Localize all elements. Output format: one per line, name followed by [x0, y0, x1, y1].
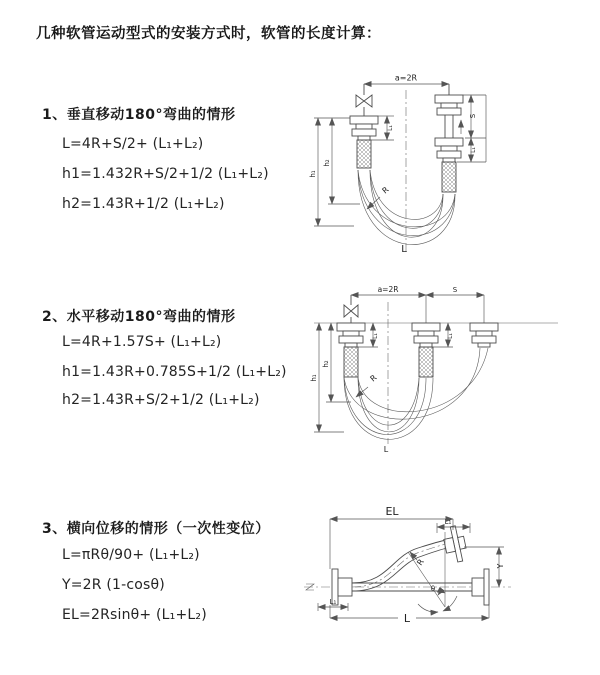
dim-label-l: L: [403, 612, 411, 625]
dim-label-a2r: a=2R: [394, 73, 418, 83]
section2-formula-L: L=4R+1.57S+ (L₁+L₂): [62, 334, 222, 350]
dim-label-s: S: [452, 286, 458, 294]
left-fitting: [350, 116, 378, 168]
dim-label-s: S: [469, 113, 477, 119]
page-title: 几种软管运动型式的安装方式时，软管的长度计算：: [36, 26, 381, 42]
dim-label-h1: h₁: [309, 170, 317, 178]
dim-label-y: Y: [496, 563, 505, 569]
valve-icon: [344, 295, 358, 323]
tilted-flange: [441, 525, 468, 564]
middle-fitting: [412, 323, 440, 377]
section2-heading: 2、水平移动180°弯曲的情形: [42, 309, 236, 325]
diagram-lateral-displacement: [296, 500, 600, 662]
dimension-l1-left: [318, 598, 348, 611]
dim-label-r: R: [368, 373, 379, 384]
section3-formula-L: L=πRθ/90+ (L₁+L₂): [62, 547, 200, 563]
hose-bend-arcs: [358, 170, 455, 245]
dim-label-l1-left: L₁: [372, 333, 379, 339]
dim-label-r: R: [380, 185, 391, 196]
section3-heading: 3、横向位移的情形（一次性变位）: [42, 521, 270, 537]
dim-label-l1-mid: L₁: [447, 333, 454, 339]
dim-label-l: L: [401, 244, 407, 255]
section2-formula-h2: h2=1.43R+S/2+1/2 (L₁+L₂): [62, 392, 260, 408]
left-fitting: [337, 323, 365, 377]
dimension-l: [330, 600, 489, 625]
dim-label-el: EL: [385, 505, 399, 518]
dim-label-l1-left: L₁: [329, 598, 337, 606]
section1-heading: 1、垂直移动180°弯曲的情形: [42, 107, 236, 123]
dim-label-l1-right: L₁: [470, 147, 477, 153]
dim-label-l1-left: L₁: [387, 125, 394, 131]
dim-label-theta: θ: [430, 585, 436, 593]
hose-bend-arcs: [344, 348, 488, 439]
dim-label-a2r: a=2R: [377, 285, 399, 294]
dim-label-h2: h₂: [323, 159, 331, 167]
section1-formula-h1: h1=1.432R+S/2+1/2 (L₁+L₂): [62, 166, 269, 182]
section3-formula-Y: Y=2R (1-cosθ): [62, 577, 165, 593]
diagram-vertical-180-bend: [306, 68, 590, 262]
right-flange-original: [472, 569, 489, 605]
dim-label-h2: h₂: [322, 360, 330, 368]
radius-callout: [410, 552, 426, 567]
dim-label-l: L: [383, 445, 389, 454]
valve-icon: [356, 84, 372, 116]
dim-label-r: R: [415, 557, 426, 568]
section1-formula-L: L=4R+S/2+ (L₁+L₂): [62, 136, 204, 152]
dimension-a2r-s: [351, 285, 484, 323]
section1-formula-h2: h2=1.43R+1/2 (L₁+L₂): [62, 196, 225, 212]
section3-formula-EL: EL=2Rsinθ+ (L₁+L₂): [62, 607, 207, 623]
diagram-horizontal-180-bend: [306, 282, 590, 464]
dim-label-l1-top: L₁: [444, 518, 452, 526]
dim-label-h1: h₁: [310, 374, 318, 382]
dimension-el: [330, 505, 453, 569]
right-pipe-and-fittings: [435, 84, 463, 192]
right-fitting: [470, 323, 498, 347]
dimension-a2r: [364, 74, 449, 85]
section2-formula-h1: h1=1.43R+0.785S+1/2 (L₁+L₂): [62, 364, 287, 380]
